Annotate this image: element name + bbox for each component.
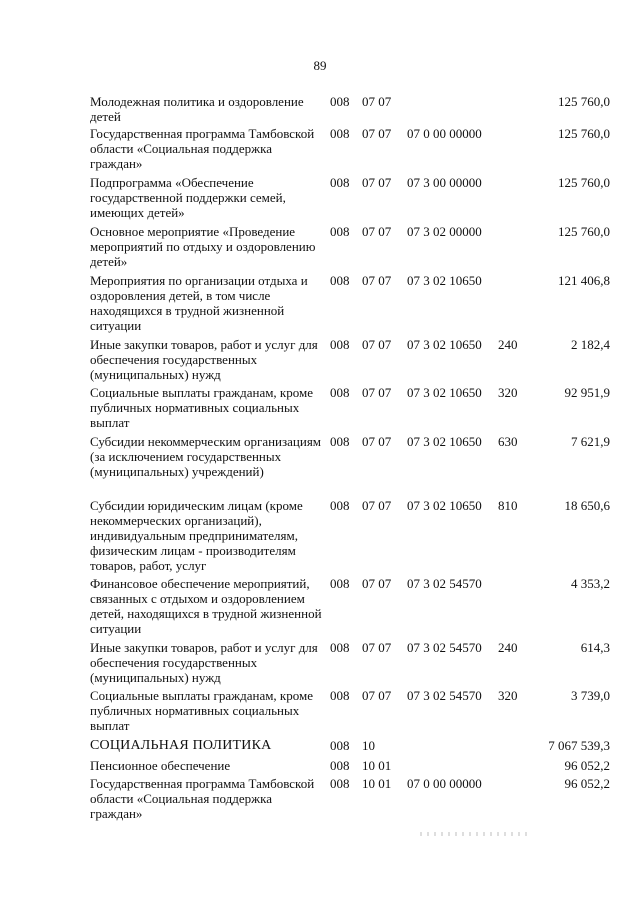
row-section-code: 07 07: [362, 498, 392, 513]
row-kind-code: 240: [498, 640, 518, 655]
row-amount: 7 621,9: [571, 434, 610, 449]
row-target-code: 07 3 02 10650: [407, 434, 482, 449]
row-gov-code: 008: [330, 576, 350, 591]
row-gov-code: 008: [330, 273, 350, 288]
row-section-code: 10: [362, 738, 375, 753]
row-section-code: 07 07: [362, 688, 392, 703]
row-amount: 7 067 539,3: [548, 738, 610, 753]
row-target-code: 07 3 02 54570: [407, 576, 482, 591]
row-name: Государственная программа Тамбовской области «Социальная поддержка граждан»: [90, 776, 315, 821]
row-amount: 121 406,8: [558, 273, 610, 288]
row-gov-code: 008: [330, 758, 350, 773]
row-target-code: 07 3 02 00000: [407, 224, 482, 239]
row-amount: 96 052,2: [564, 758, 610, 773]
row-amount: 125 760,0: [558, 94, 610, 109]
row-amount: 125 760,0: [558, 126, 610, 141]
row-target-code: 07 3 02 10650: [407, 385, 482, 400]
row-target-code: 07 3 02 54570: [407, 640, 482, 655]
row-name: СОЦИАЛЬНАЯ ПОЛИТИКА: [90, 738, 272, 753]
row-gov-code: 008: [330, 776, 350, 791]
row-target-code: 07 3 02 10650: [407, 498, 482, 513]
row-name: Иные закупки товаров, работ и услуг для обеспечения государственных (муниципальных) нужд: [90, 640, 318, 685]
row-target-code: 07 0 00 00000: [407, 776, 482, 791]
row-name: Иные закупки товаров, работ и услуг для обеспечения государственных (муниципальных) нужд: [90, 337, 318, 382]
row-amount: 4 353,2: [571, 576, 610, 591]
row-gov-code: 008: [330, 94, 350, 109]
row-gov-code: 008: [330, 498, 350, 513]
row-section-code: 07 07: [362, 94, 392, 109]
row-section-code: 07 07: [362, 175, 392, 190]
row-kind-code: 320: [498, 385, 518, 400]
row-amount: 18 650,6: [564, 498, 610, 513]
row-name: Финансовое обеспечение мероприятий, связанных с отдыхом и оздоровлением детей, находящихся в трудной жизненной ситуации: [90, 576, 322, 636]
row-gov-code: 008: [330, 738, 350, 753]
row-name: Подпрограмма «Обеспечение государственной поддержки семей, имеющих детей»: [90, 175, 286, 220]
row-gov-code: 008: [330, 688, 350, 703]
row-kind-code: 810: [498, 498, 518, 513]
row-amount: 92 951,9: [564, 385, 610, 400]
page-number: 89: [313, 58, 327, 73]
row-target-code: 07 3 02 10650: [407, 273, 482, 288]
row-section-code: 07 07: [362, 224, 392, 239]
row-name: Молодежная политика и оздоровление детей: [90, 94, 304, 124]
row-section-code: 07 07: [362, 385, 392, 400]
row-name: Социальные выплаты гражданам, кроме публичных нормативных социальных выплат: [90, 688, 313, 733]
row-target-code: 07 3 02 54570: [407, 688, 482, 703]
row-amount: 3 739,0: [571, 688, 610, 703]
row-amount: 2 182,4: [571, 337, 610, 352]
row-section-code: 07 07: [362, 640, 392, 655]
row-gov-code: 008: [330, 175, 350, 190]
row-section-code: 07 07: [362, 434, 392, 449]
row-amount: 125 760,0: [558, 224, 610, 239]
row-gov-code: 008: [330, 434, 350, 449]
row-gov-code: 008: [330, 126, 350, 141]
row-gov-code: 008: [330, 385, 350, 400]
row-kind-code: 240: [498, 337, 518, 352]
row-section-code: 07 07: [362, 576, 392, 591]
row-name: Субсидии юридическим лицам (кроме некоммерческих организаций), индивидуальным предпринимателям, физическим лицам - производителям товаров, работ, услуг: [90, 498, 303, 573]
row-section-code: 07 07: [362, 337, 392, 352]
scan-artifact: [420, 832, 530, 836]
row-name: Пенсионное обеспечение: [90, 758, 231, 773]
row-target-code: 07 3 00 00000: [407, 175, 482, 190]
row-gov-code: 008: [330, 640, 350, 655]
row-amount: 125 760,0: [558, 175, 610, 190]
row-name: Мероприятия по организации отдыха и оздоровления детей, в том числе находящихся в трудной жизненной ситуации: [90, 273, 308, 333]
row-amount: 614,3: [580, 640, 610, 655]
row-section-code: 10 01: [362, 758, 392, 773]
row-section-code: 07 07: [362, 273, 392, 288]
row-name: Субсидии некоммерческим организациям (за исключением государственных (муниципальных) учреждений): [90, 434, 322, 479]
row-amount: 96 052,2: [564, 776, 610, 791]
row-target-code: 07 0 00 00000: [407, 126, 482, 141]
row-section-code: 10 01: [362, 776, 392, 791]
row-gov-code: 008: [330, 224, 350, 239]
row-section-code: 07 07: [362, 126, 392, 141]
row-name: Социальные выплаты гражданам, кроме публичных нормативных социальных выплат: [90, 385, 313, 430]
row-target-code: 07 3 02 10650: [407, 337, 482, 352]
row-gov-code: 008: [330, 337, 350, 352]
row-name: Государственная программа Тамбовской области «Социальная поддержка граждан»: [90, 126, 315, 171]
row-name: Основное мероприятие «Проведение мероприятий по отдыху и оздоровлению детей»: [90, 224, 316, 269]
row-kind-code: 630: [498, 434, 518, 449]
row-kind-code: 320: [498, 688, 518, 703]
